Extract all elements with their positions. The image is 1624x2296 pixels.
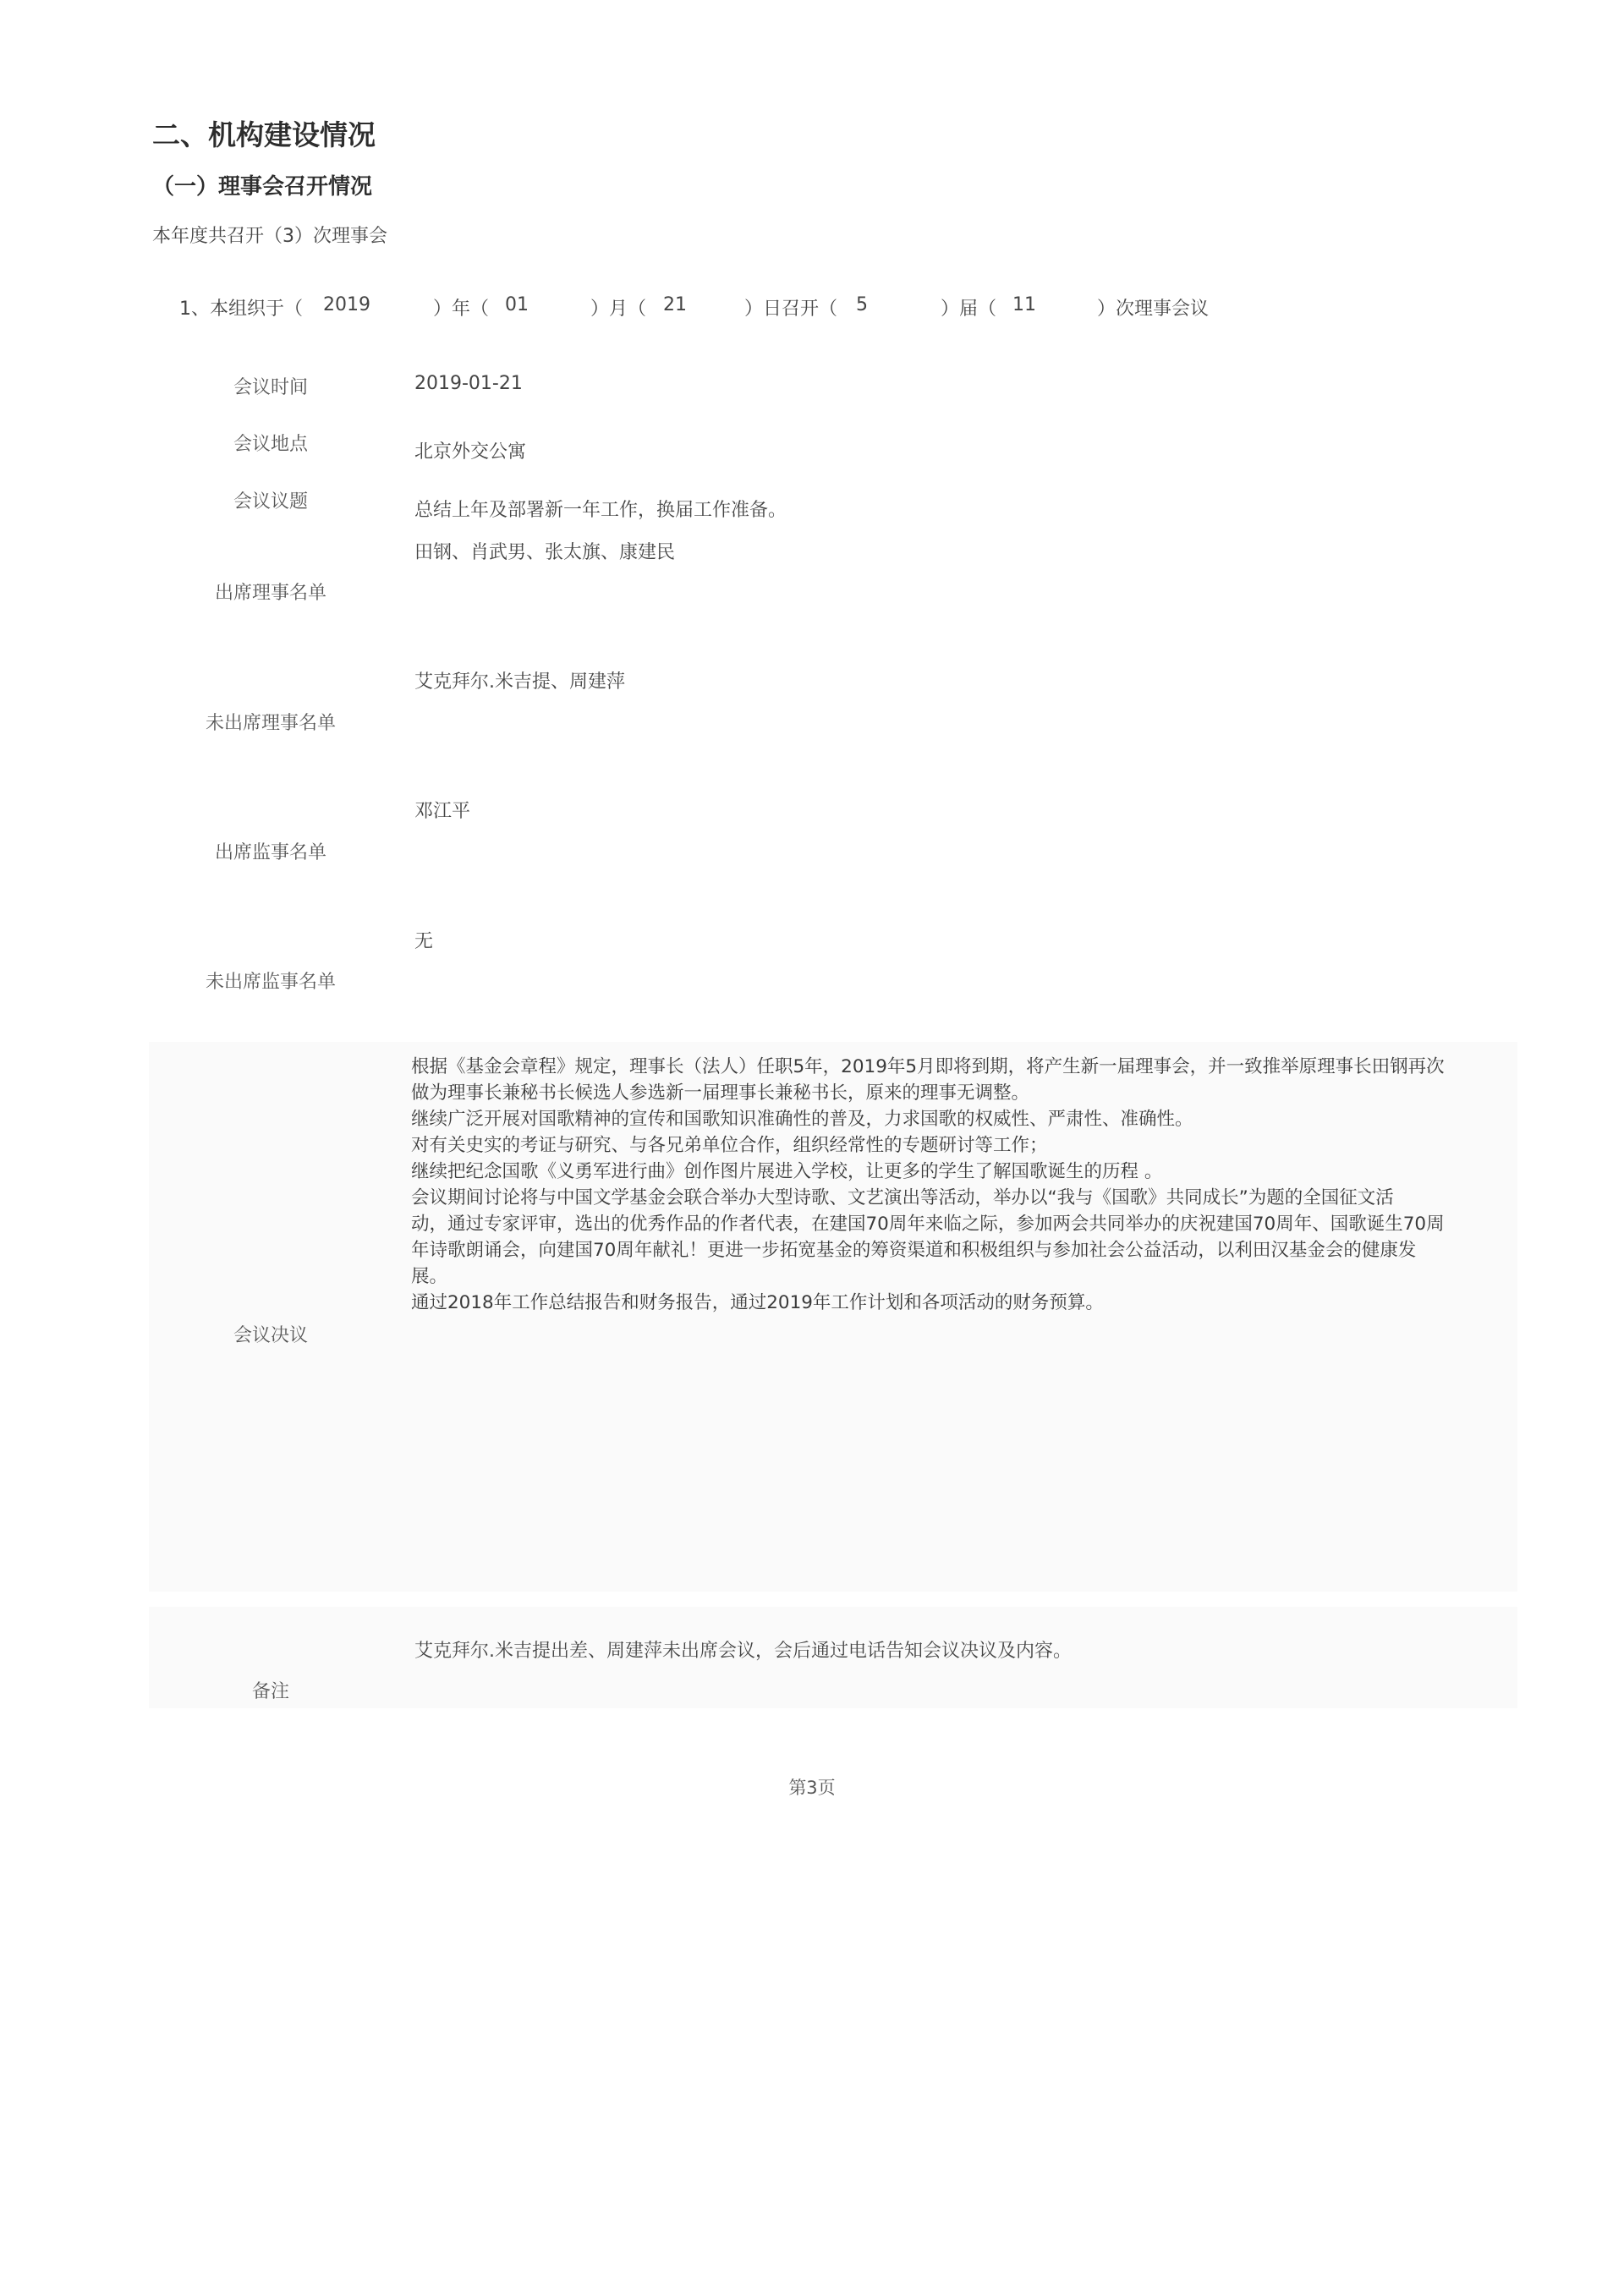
meeting-month: 01 — [505, 294, 529, 315]
subsection-title: （一）理事会召开情况 — [152, 174, 373, 200]
label-meeting-place: 会议地点 — [233, 434, 308, 455]
meeting-year: 2019 — [323, 294, 370, 315]
value-remarks: 艾克拜尔.米吉提出差、周建萍未出席会议，会后通过电话告知会议决议及内容。 — [414, 1641, 1072, 1662]
resolution-line: 动，通过专家评审，选出的优秀作品的作者代表，在建国70周年来临之际，参加两会共同举办的庆祝建国70周年、国歌诞生70周 — [411, 1214, 1445, 1235]
label-absent-supervisors: 未出席监事名单 — [205, 972, 336, 993]
resolution-line: 做为理事长兼秘书长候选人参选新一届理事长兼秘书长，原来的理事无调整。 — [411, 1082, 1030, 1104]
meeting-session-suffix: ）次理事会议 — [1097, 299, 1210, 320]
label-absent-directors: 未出席理事名单 — [205, 713, 336, 734]
resolution-line: 继续把纪念国歌《义勇军进行曲》创作图片展进入学校，让更多的学生了解国歌诞生的历程 。 — [411, 1161, 1163, 1182]
meeting-term: 5 — [856, 294, 868, 315]
value-meeting-time: 2019-01-21 — [414, 373, 523, 394]
meeting-term-suffix: ）届（ — [941, 299, 997, 320]
label-attending-supervisors: 出席监事名单 — [214, 842, 326, 863]
label-attending-directors: 出席理事名单 — [214, 583, 326, 604]
meeting-day: 21 — [663, 294, 687, 315]
label-meeting-time: 会议时间 — [233, 377, 308, 398]
meeting-day-suffix: ）日召开（ — [744, 299, 838, 320]
meeting-month-suffix: ）月（ — [590, 299, 647, 320]
resolution-line: 会议期间讨论将与中国文学基金会联合举办大型诗歌、文艺演出等活动，举办以“我与《国歌》共同成长”为题的全国征文活 — [411, 1187, 1394, 1208]
resolution-line: 对有关史实的考证与研究、与各兄弟单位合作，组织经常性的专题研讨等工作； — [411, 1135, 1048, 1156]
resolution-line: 年诗歌朗诵会，向建国70周年献礼！更进一步拓宽基金的筹资渠道和积极组织与参加社会公益活动，以利田汉基金会的健康发 — [411, 1240, 1417, 1261]
value-absent-supervisors: 无 — [414, 931, 434, 952]
value-meeting-topic: 总结上年及部署新一年工作，换届工作准备。 — [414, 500, 787, 521]
page-number: 第3页 — [788, 1778, 836, 1798]
section-title: 二、机构建设情况 — [152, 118, 376, 151]
meeting-session: 11 — [1012, 294, 1036, 315]
resolution-line: 继续广泛开展对国歌精神的宣传和国歌知识准确性的普及，力求国歌的权威性、严肃性、准确性。 — [411, 1109, 1193, 1130]
label-resolutions: 会议决议 — [233, 1325, 308, 1346]
meeting-year-suffix: ）年（ — [433, 299, 490, 320]
meeting-prefix: 1、本组织于（ — [179, 299, 303, 320]
meeting-count: 本年度共召开（3）次理事会 — [152, 226, 387, 247]
resolution-line: 通过2018年工作总结报告和财务报告，通过2019年工作计划和各项活动的财务预算。 — [411, 1292, 1104, 1313]
value-meeting-place: 北京外交公寓 — [414, 441, 527, 463]
resolution-line: 根据《基金会章程》规定，理事长（法人）任职5年，2019年5月即将到期，将产生新一届理事会，并一致推举原理事长田钢再次 — [411, 1056, 1445, 1077]
meeting-summary-line — [179, 294, 1237, 320]
resolutions-text — [411, 1054, 1494, 1316]
value-absent-directors: 艾克拜尔.米吉提、周建萍 — [414, 671, 625, 693]
resolution-line: 展。 — [411, 1266, 448, 1287]
label-meeting-topic: 会议议题 — [233, 491, 308, 512]
value-attending-directors: 田钢、肖武男、张太旗、康建民 — [414, 542, 676, 563]
label-remarks: 备注 — [251, 1681, 289, 1702]
value-attending-supervisors: 邓江平 — [414, 801, 471, 822]
